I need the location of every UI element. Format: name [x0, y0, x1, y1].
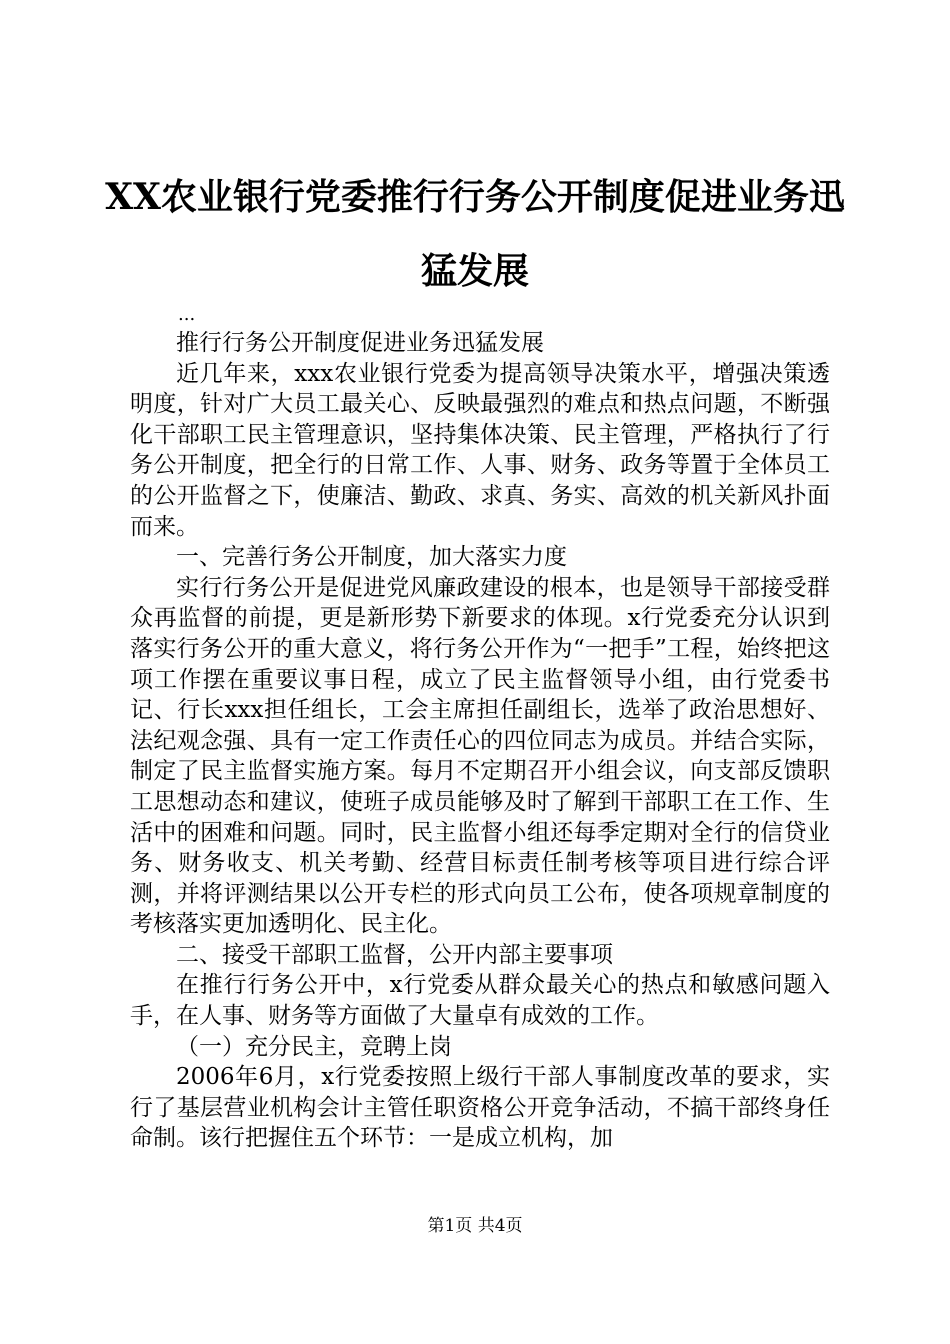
- section-1-paragraph: 实行行务公开是促进党风廉政建设的根本，也是领导干部接受群众再监督的前提，更是新形势下新要求的体现。x行党委充分认识到落实行务公开的重大意义，将行务公开作为“一把手”工程，始终把这项工作摆在重要议事日程，成立了民主监督领导小组，由行党委书记、行长xxx担任组长，工会主席担任副组长，选举了政治思想好、法纪观念强、具有一定工作责任心的四位同志为成员。并结合实际，制定了民主监督实施方案。每月不定期召开小组会议，向支部反馈职工思想动态和建议，使班子成员能够及时了解到干部职工在工作、生活中的困难和问题。同时，民主监督小组还每季定期对全行的信贷业务、财务收支、机关考勤、经营目标责任制考核等项目进行综合评测，并将评测结果以公开专栏的形式向员工公布，使各项规章制度的考核落实更加透明化、民主化。: [130, 574, 830, 938]
- ellipsis-text: ...: [178, 304, 196, 325]
- section-heading-2: 二、接受干部职工监督，公开内部主要事项: [176, 941, 613, 968]
- section-heading-1: 一、完善行务公开制度，加大落实力度: [176, 544, 567, 571]
- page-footer: 第1页 共4页: [427, 1216, 523, 1236]
- subsection-1-paragraph: 2006年6月，x行党委按照上级行干部人事制度改革的要求，实行了基层营业机构会计主管任职资格公开竞争活动，不搞干部终身任命制。该行把握住五个环节：一是成立机构，加: [130, 1064, 830, 1152]
- subsection-heading-1: （一）充分民主，竞聘上岗: [176, 1033, 452, 1060]
- section-2-paragraph: 在推行行务公开中，x行党委从群众最关心的热点和敏感问题入手，在人事、财务等方面做了大量卓有成效的工作。: [130, 972, 830, 1030]
- subtitle-paragraph: 推行行务公开制度促进业务迅猛发展: [176, 330, 544, 356]
- document-title: XX农业银行党委推行行务公开制度促进业务迅猛发展: [105, 176, 845, 292]
- intro-paragraph: 近几年来，xxx农业银行党委为提高领导决策水平，增强决策透明度，针对广大员工最关心、反映最强烈的难点和热点问题，不断强化干部职工民主管理意识，坚持集体决策、民主管理，严格执行了行务公开制度，把全行的日常工作、人事、财务、政务等置于全体员工的公开监督之下，使廉洁、勤政、求真、务实、高效的机关新风扑面而来。: [130, 360, 830, 540]
- document-body: [130, 302, 830, 1154]
